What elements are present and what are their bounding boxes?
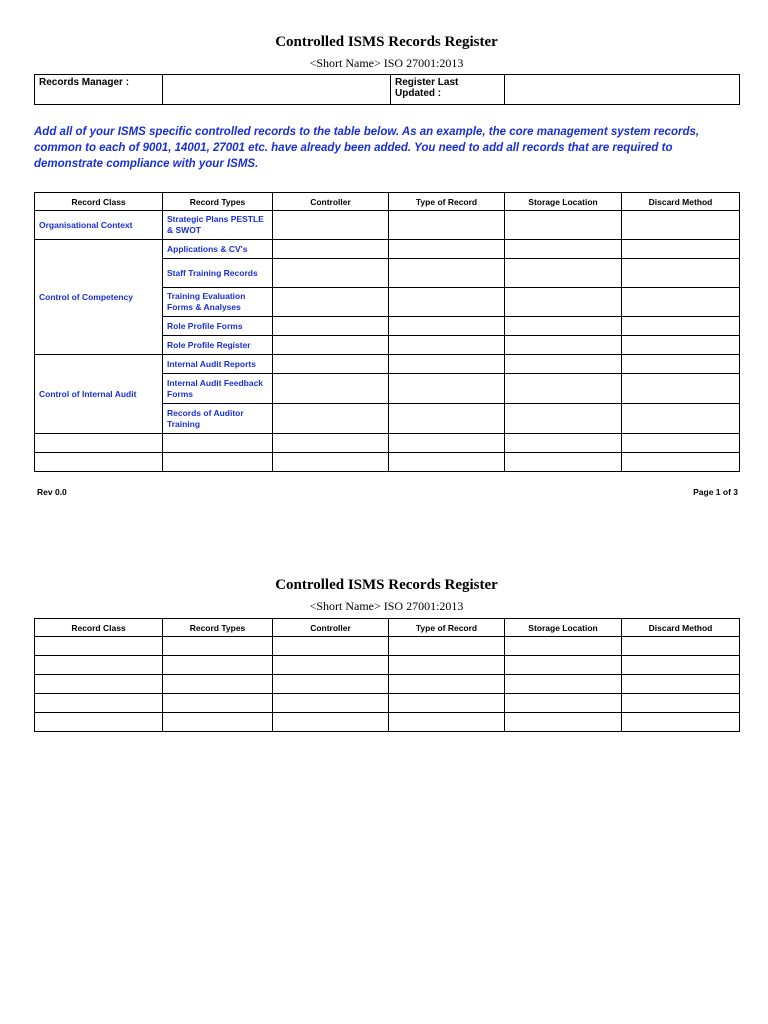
discard-method-cell[interactable] (622, 656, 740, 675)
records-manager-label: Records Manager : (35, 75, 163, 105)
records-manager-field[interactable] (163, 75, 391, 105)
type-of-record-cell[interactable] (389, 713, 505, 732)
controller-cell[interactable] (273, 434, 389, 453)
record-class-cell: Organisational Context (35, 211, 163, 240)
record-class-cell: Control of Internal Audit (35, 355, 163, 434)
record-class-cell[interactable] (35, 637, 163, 656)
controller-cell[interactable] (273, 317, 389, 336)
page-subtitle: <Short Name> ISO 27001:2013 (309, 56, 464, 70)
record-type-cell[interactable] (163, 434, 273, 453)
storage-location-cell[interactable] (505, 404, 622, 434)
controller-cell[interactable] (273, 404, 389, 434)
type-of-record-cell[interactable] (389, 374, 505, 404)
records-table (34, 618, 740, 732)
intro-isms-2: ISMS (226, 158, 256, 170)
page-2 (34, 576, 739, 732)
table-row-empty (35, 656, 740, 675)
table-header-row (35, 619, 740, 637)
table-row (35, 240, 740, 259)
intro-part-2: specific controlled records to the table below. As an example, the core management system records, common to each of 9001, 14001, 27001 etc. have already been added. You need to add all records that are required to demonstrate compliance with your (34, 126, 700, 170)
table-row-empty (35, 694, 740, 713)
controller-cell[interactable] (273, 453, 389, 472)
controller-cell[interactable] (273, 637, 389, 656)
record-type-cell[interactable] (163, 637, 273, 656)
table-row (35, 355, 740, 374)
record-type-cell[interactable] (163, 694, 273, 713)
col-type-of-record: Type of Record (389, 619, 505, 637)
col-controller: Controller (273, 619, 389, 637)
record-type-cell: Applications & CV's (163, 240, 273, 259)
type-of-record-cell[interactable] (389, 404, 505, 434)
type-of-record-cell[interactable] (389, 453, 505, 472)
type-of-record-cell[interactable] (389, 355, 505, 374)
type-of-record-cell[interactable] (389, 240, 505, 259)
storage-location-cell[interactable] (505, 656, 622, 675)
record-type-cell[interactable] (163, 656, 273, 675)
page-1 (34, 33, 739, 472)
type-of-record-cell[interactable] (389, 211, 505, 240)
record-class-cell[interactable] (35, 656, 163, 675)
storage-location-cell[interactable] (505, 637, 622, 656)
record-type-cell: Training Evaluation Forms & Analyses (163, 288, 273, 317)
discard-method-cell[interactable] (622, 675, 740, 694)
record-type-cell[interactable] (163, 713, 273, 732)
table-row-empty (35, 453, 740, 472)
type-of-record-cell[interactable] (389, 434, 505, 453)
controller-cell[interactable] (273, 374, 389, 404)
discard-method-cell[interactable] (622, 259, 740, 288)
col-type-of-record: Type of Record (389, 193, 505, 211)
storage-location-cell[interactable] (505, 374, 622, 404)
discard-method-cell[interactable] (622, 336, 740, 355)
controller-cell[interactable] (273, 656, 389, 675)
record-type-cell[interactable] (163, 453, 273, 472)
register-updated-label: Register Last Updated : (391, 75, 505, 105)
record-type-cell: Internal Audit Feedback Forms (163, 374, 273, 404)
storage-location-cell[interactable] (505, 288, 622, 317)
discard-method-cell[interactable] (622, 713, 740, 732)
record-type-cell[interactable] (163, 675, 273, 694)
discard-method-cell[interactable] (622, 637, 740, 656)
discard-method-cell[interactable] (622, 288, 740, 317)
type-of-record-cell[interactable] (389, 288, 505, 317)
controller-cell[interactable] (273, 355, 389, 374)
controller-cell[interactable] (273, 240, 389, 259)
table-row-empty (35, 637, 740, 656)
record-type-cell: Staff Training Records (163, 259, 273, 288)
storage-location-cell[interactable] (505, 694, 622, 713)
storage-location-cell[interactable] (505, 453, 622, 472)
record-class-cell[interactable] (35, 694, 163, 713)
storage-location-cell[interactable] (505, 317, 622, 336)
footer-page-number: Page 1 of 3 (693, 487, 738, 497)
col-record-types: Record Types (163, 193, 273, 211)
storage-location-cell[interactable] (505, 240, 622, 259)
controller-cell[interactable] (273, 694, 389, 713)
table-row-empty (35, 675, 740, 694)
discard-method-cell[interactable] (622, 240, 740, 259)
controller-cell[interactable] (273, 675, 389, 694)
controller-cell[interactable] (273, 288, 389, 317)
storage-location-cell[interactable] (505, 336, 622, 355)
discard-method-cell[interactable] (622, 374, 740, 404)
page-title: Controlled ISMS Records Register (275, 34, 498, 50)
intro-text (34, 124, 739, 172)
table-row-empty (35, 713, 740, 732)
intro-isms-1: ISMS (117, 126, 146, 138)
storage-location-cell[interactable] (505, 259, 622, 288)
storage-location-cell[interactable] (505, 434, 622, 453)
table-row (35, 211, 740, 240)
intro-part-1: Add all of your (34, 126, 118, 138)
meta-table (34, 74, 740, 105)
record-class-cell[interactable] (35, 713, 163, 732)
table-header-row (35, 193, 740, 211)
col-record-types: Record Types (163, 619, 273, 637)
record-class-cell[interactable] (35, 675, 163, 694)
col-storage-location: Storage Location (505, 619, 622, 637)
record-type-cell: Strategic Plans PESTLE & SWOT (163, 211, 273, 240)
record-type-cell: Role Profile Forms (163, 317, 273, 336)
intro-part-3: . (255, 158, 259, 170)
table-row-empty (35, 434, 740, 453)
records-table (34, 192, 740, 472)
type-of-record-cell[interactable] (389, 637, 505, 656)
controller-cell[interactable] (273, 713, 389, 732)
footer-revision: Rev 0.0 (37, 487, 67, 497)
col-record-class: Record Class (35, 619, 163, 637)
discard-method-cell[interactable] (622, 453, 740, 472)
discard-method-cell[interactable] (622, 404, 740, 434)
col-discard-method: Discard Method (622, 193, 740, 211)
type-of-record-cell[interactable] (389, 259, 505, 288)
controller-cell[interactable] (273, 259, 389, 288)
col-controller: Controller (273, 193, 389, 211)
type-of-record-cell[interactable] (389, 336, 505, 355)
controller-cell[interactable] (273, 211, 389, 240)
discard-method-cell[interactable] (622, 317, 740, 336)
page-subtitle: <Short Name> ISO 27001:2013 (309, 599, 464, 613)
controller-cell[interactable] (273, 336, 389, 355)
type-of-record-cell[interactable] (389, 675, 505, 694)
type-of-record-cell[interactable] (389, 656, 505, 675)
storage-location-cell[interactable] (505, 355, 622, 374)
record-type-cell: Role Profile Register (163, 336, 273, 355)
col-record-class: Record Class (35, 193, 163, 211)
record-class-cell[interactable] (35, 453, 163, 472)
register-updated-field[interactable] (505, 75, 740, 105)
discard-method-cell[interactable] (622, 694, 740, 713)
type-of-record-cell[interactable] (389, 317, 505, 336)
record-class-cell[interactable] (35, 434, 163, 453)
storage-location-cell[interactable] (505, 211, 622, 240)
record-class-cell: Control of Competency (35, 240, 163, 355)
col-storage-location: Storage Location (505, 193, 622, 211)
record-type-cell: Records of Auditor Training (163, 404, 273, 434)
discard-method-cell[interactable] (622, 211, 740, 240)
col-discard-method: Discard Method (622, 619, 740, 637)
discard-method-cell[interactable] (622, 434, 740, 453)
storage-location-cell[interactable] (505, 675, 622, 694)
record-type-cell: Internal Audit Reports (163, 355, 273, 374)
type-of-record-cell[interactable] (389, 694, 505, 713)
discard-method-cell[interactable] (622, 355, 740, 374)
page-title: Controlled ISMS Records Register (275, 577, 498, 593)
storage-location-cell[interactable] (505, 713, 622, 732)
